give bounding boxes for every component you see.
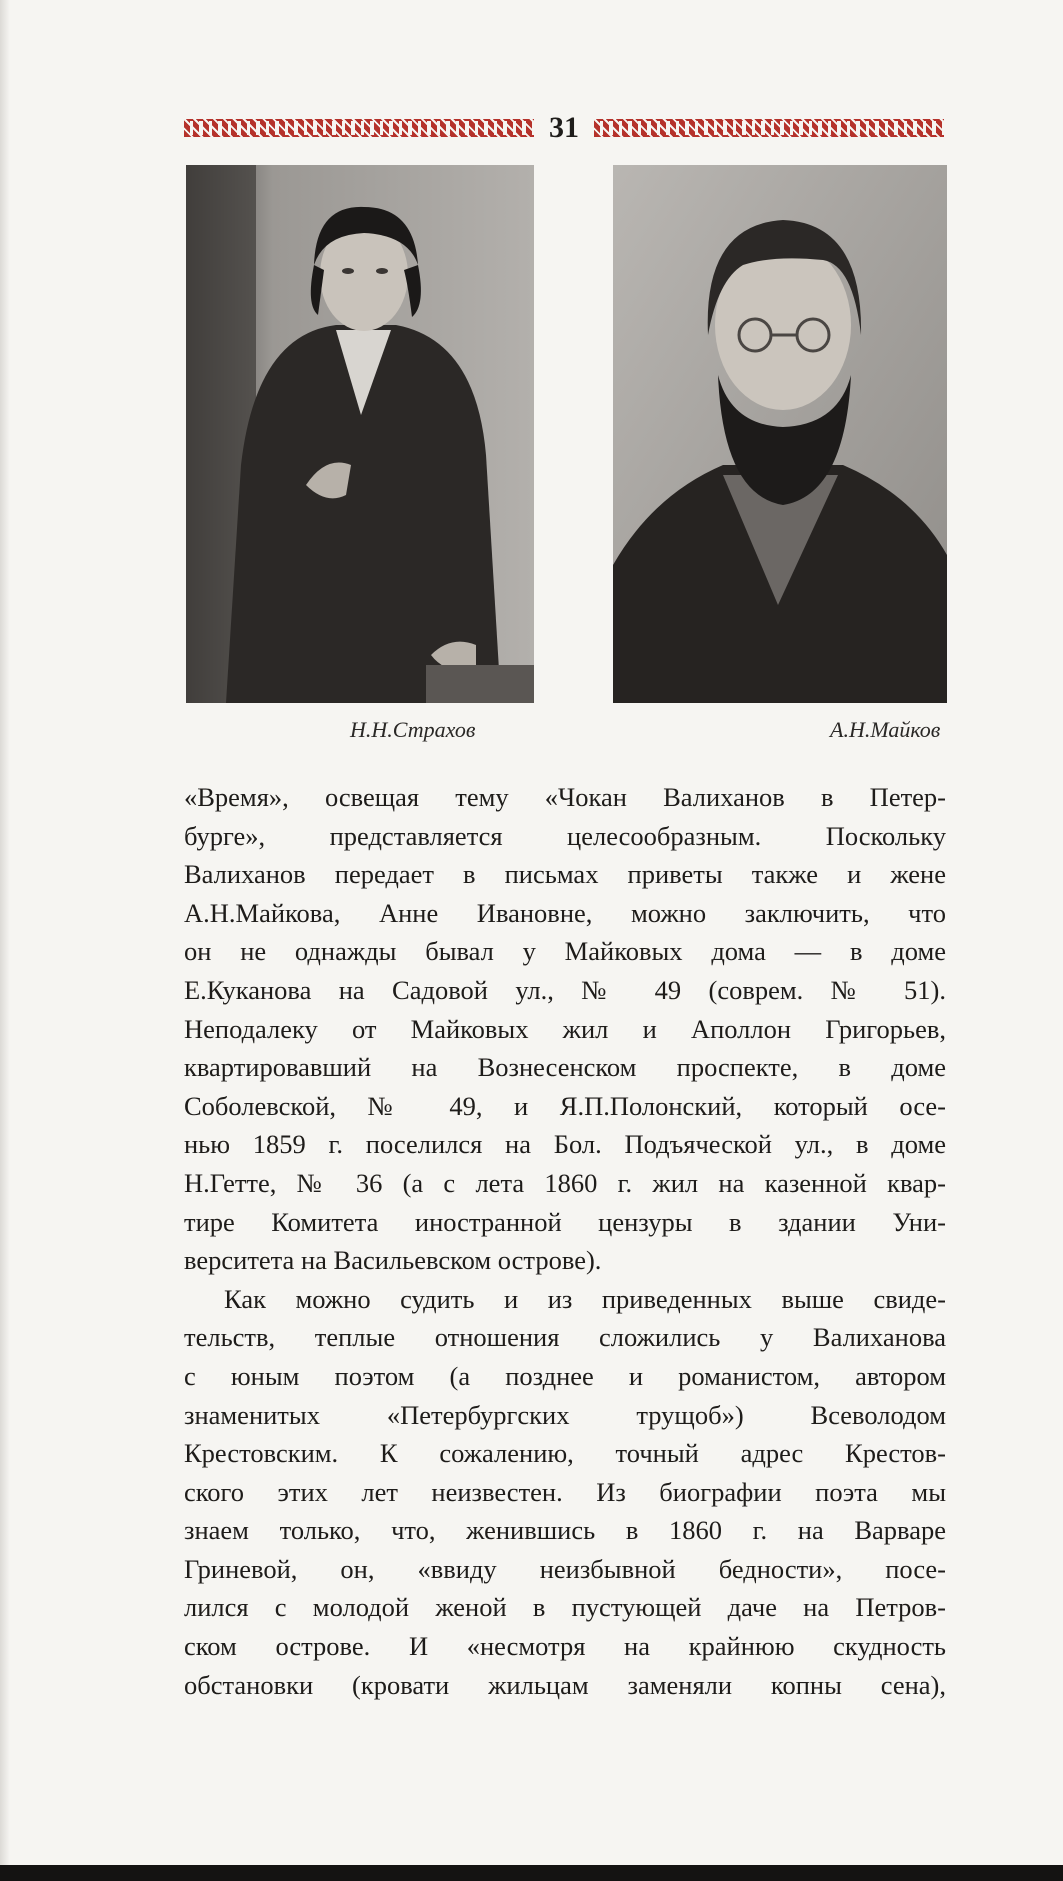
page-header [184,108,944,148]
text-line: «Время», освещая тему «Чокан Валиханов в Петер- [184,782,946,812]
portrait-photo-maikov [613,165,947,703]
text-line: Валиханов передает в письмах приветы также и жене [184,859,946,890]
ornament-left-icon [184,119,534,137]
text-line: А.Н.Майкова, Анне Ивановне, можно заключить, что [184,897,946,928]
text-line: верситета на Васильевском острове). [184,1245,602,1276]
text-line: Крестовским. К сожалению, точный адрес Крестов- [184,1438,946,1469]
paragraph-2 [184,1280,946,1705]
body-text [184,778,946,1704]
text-line: Е.Куканова на Садовой ул., № 49 (соврем. № 51). [184,974,946,1005]
text-line: ского этих лет неизвестен. Из биографии поэта мы [184,1476,946,1507]
text-line: ском острове. И «несмотря на крайнюю скудность [184,1631,946,1662]
text-line: Гриневой, он, «ввиду неизбывной бедности», посе- [184,1553,946,1584]
text-line: бурге», представляется целесообразным. Поскольку [184,820,946,851]
text-line: знаменитых «Петербургских трущоб») Всеволодом [184,1399,946,1430]
text-line: квартировавший на Вознесенском проспекте, в доме [184,1052,946,1083]
text-line: обстановки (кровати жильцам заменяли копны сена), [184,1669,946,1700]
text-line: лился с молодой женой в пустующей даче на Петров- [184,1592,946,1623]
text-line: Неподалеку от Майковых жил и Аполлон Григорьев, [184,1013,946,1044]
text-line: Соболевской, № 49, и Я.П.Полонский, который осе- [184,1090,946,1121]
ornament-right-icon [594,119,944,137]
portrait-photo-strakhov [186,165,534,703]
text-line: тельств, теплые отношения сложились у Валиханова [184,1322,946,1353]
text-line: Как можно судить и из приведенных выше свиде- [224,1283,946,1314]
scan-bottom-edge [0,1865,1063,1881]
caption-maikov: А.Н.Майков [830,717,941,742]
text-line: Н.Гетте, № 36 (а с лета 1860 г. жил на казенной квар- [184,1167,946,1198]
text-line: он не однажды бывал у Майковых дома — в доме [184,936,946,967]
text-line: тире Комитета иностранной цензуры в здании Уни- [184,1206,946,1237]
portrait-photo-icon [613,165,947,703]
portrait-photo-icon [186,165,534,703]
text-line: нью 1859 г. поселился на Бол. Подъяческой ул., в доме [184,1129,946,1160]
text-line: с юным поэтом (а позднее и романистом, автором [184,1360,946,1391]
caption-strakhov: Н.Н.Страхов [350,717,476,742]
page-number: 31 [549,111,579,144]
text-line: знаем только, что, женившись в 1860 г. на Варваре [184,1515,946,1546]
paragraph-1 [184,778,946,1280]
page-edge [0,0,10,1881]
